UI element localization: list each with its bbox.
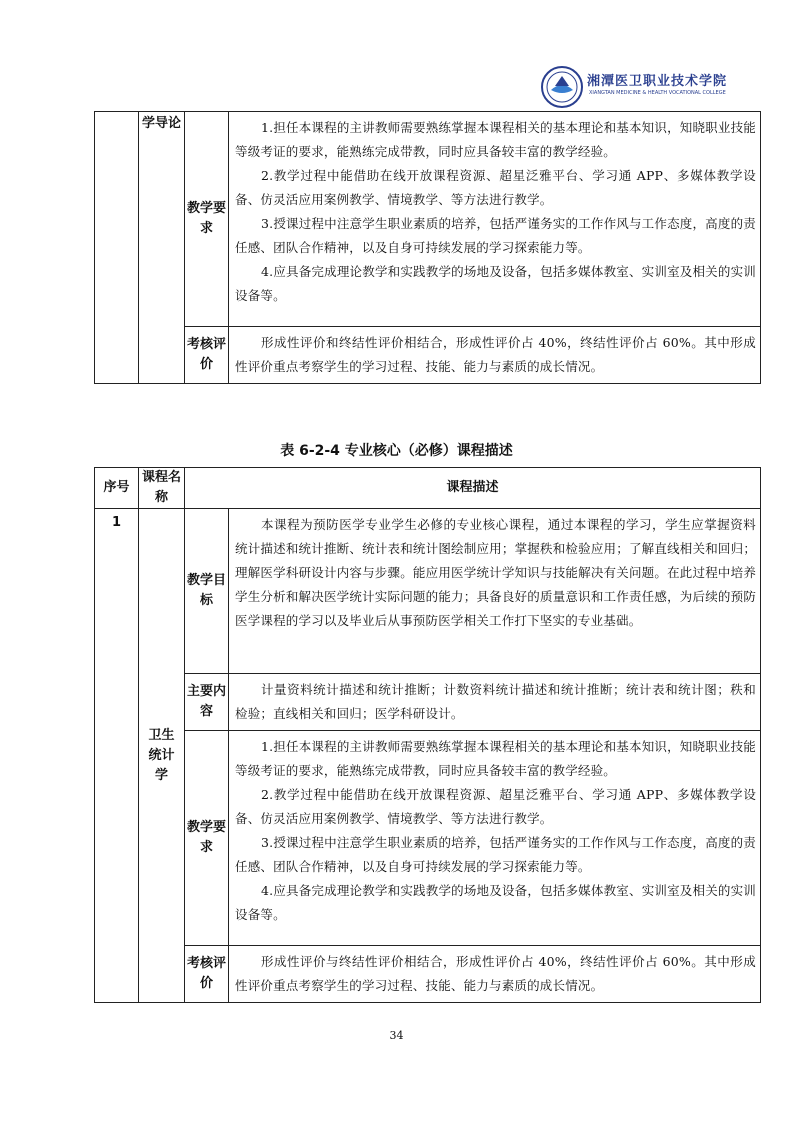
seq-cell (95, 112, 139, 384)
paragraph: 2.教学过程中能借助在线开放课程资源、超星泛雅平台、学习通 APP、多媒体教学设备、仿灵活应用案例教学、情境教学、等方法进行教学。 (235, 168, 756, 207)
table-row (95, 674, 761, 731)
paragraph: 形成性评价和终结性评价相结合，形成性评价占 40%，终结性评价占 60%。其中形成性评价重点考察学生的学习过程、技能、能力与素质的成长情况。 (235, 335, 756, 374)
header-seq: 序号 (95, 468, 139, 509)
row-description (229, 674, 761, 731)
paragraph: 计量资料统计描述和统计推断；计数资料统计描述和统计推断；统计表和统计图；秩和检验；直线相关和回归；医学科研设计。 (235, 682, 757, 721)
paragraph: 1.担任本课程的主讲教师需要熟练掌握本课程相关的基本理论和基本知识，知晓职业技能等级考证的要求，能熟练完成带教，同时应具备较丰富的教学经验。 (235, 739, 757, 778)
college-name-en: XIANGTAN MEDICINE & HEALTH VOCATIONAL COLLEGE (589, 90, 726, 96)
paragraph: 形成性评价与终结性评价相结合，形成性评价占 40%，终结性评价占 60%。其中形成性评价重点考察学生的学习过程、技能、能力与素质的成长情况。 (235, 954, 757, 993)
header-desc: 课程描述 (185, 468, 761, 509)
paragraph: 3.授课过程中注意学生职业素质的培养，包括严谨务实的工作作风与工作态度，高度的责任感、团队合作精神，以及自身可持续发展的学习探索能力等。 (235, 216, 756, 255)
course-name-cell (139, 509, 185, 1003)
page-number: 34 (389, 1029, 404, 1042)
seq-cell: 1 (95, 509, 139, 1003)
row-description (229, 731, 761, 946)
paragraph: 4.应具备完成理论教学和实践教学的场地及设备，包括多媒体教室、实训室及相关的实训设备等。 (235, 264, 756, 303)
table-row (95, 327, 761, 384)
row-description (229, 327, 761, 384)
table-row (95, 731, 761, 946)
course-name-cell: 学导论 (139, 112, 185, 384)
college-logo (539, 64, 774, 110)
table-row (95, 509, 761, 674)
table-row (95, 946, 761, 1003)
table-caption: 表 6-2-4 专业核心（必修）课程描述 (280, 443, 513, 459)
paragraph: 4.应具备完成理论教学和实践教学的场地及设备，包括多媒体教室、实训室及相关的实训设备等。 (235, 883, 757, 922)
header-course: 课程名称 (139, 468, 185, 509)
college-name: 湘潭医卫职业技术学院 (587, 74, 728, 89)
paragraph: 1.担任本课程的主讲教师需要熟练掌握本课程相关的基本理论和基本知识，知晓职业技能等级考证的要求，能熟练完成带教，同时应具备较丰富的教学经验。 (235, 120, 756, 159)
row-description (229, 509, 761, 674)
paragraph: 3.授课过程中注意学生职业素质的培养，包括严谨务实的工作作风与工作态度，高度的责任感、团队合作精神，以及自身可持续发展的学习探索能力等。 (235, 835, 757, 874)
row-label: 教学要求 (185, 112, 229, 327)
table-header-row (95, 468, 761, 509)
row-description (229, 946, 761, 1003)
course-table-continued (94, 111, 761, 384)
row-label: 教学目标 (185, 509, 229, 674)
row-description (229, 112, 761, 327)
paragraph: 本课程为预防医学专业学生必修的专业核心课程，通过本课程的学习，学生应掌握资料统计描述和统计推断、统计表和统计图绘制应用；掌握秩和检验应用；了解直线相关和回归；理解医学科研设计内容与步骤。能应用医学统计学知识与技能解决有关问题。在此过程中培养学生分析和解决医学统计实际问题的能力；具备良好的质量意识和工作责任感，为后续的预防医学课程的学习以及毕业后从事预防医学相关工作打下坚实的专业基础。 (235, 517, 757, 628)
core-course-table (94, 467, 761, 1003)
row-label: 教学要求 (185, 731, 229, 946)
row-label: 考核评价 (185, 946, 229, 1003)
college-emblem-icon (541, 66, 583, 108)
paragraph: 2.教学过程中能借助在线开放课程资源、超星泛雅平台、学习通 APP、多媒体教学设备、仿灵活应用案例教学、情境教学、等方法进行教学。 (235, 787, 757, 826)
course-name: 卫生统计学 (148, 727, 175, 783)
table-row (95, 112, 761, 327)
row-label: 主要内容 (185, 674, 229, 731)
row-label: 考核评价 (185, 327, 229, 384)
